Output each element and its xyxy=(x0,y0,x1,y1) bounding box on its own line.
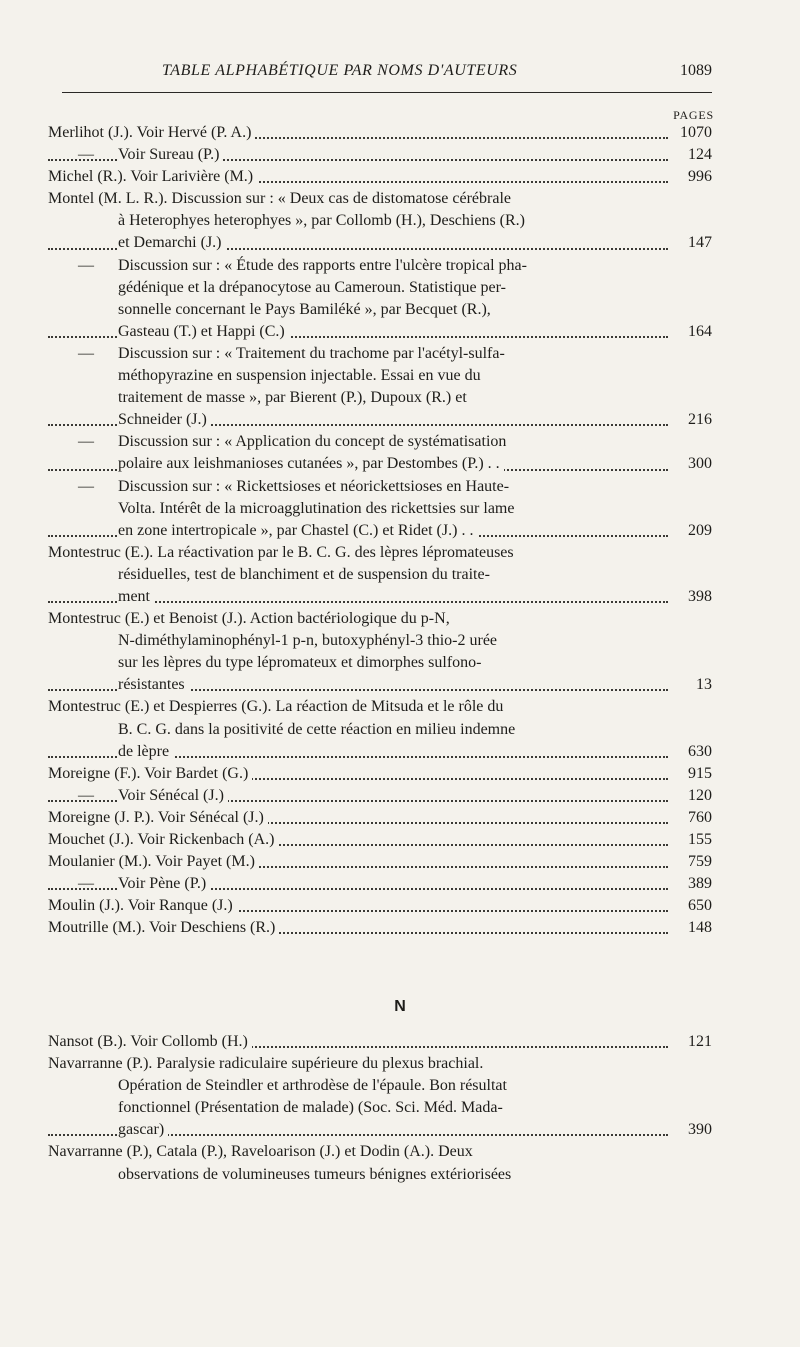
entry-line xyxy=(48,829,712,851)
entry-line xyxy=(48,453,712,475)
index-entry xyxy=(48,1031,712,1053)
ditto-dash: — xyxy=(78,433,94,451)
entry-text: Schneider (J.) xyxy=(118,409,211,431)
index-entry xyxy=(48,431,712,475)
ditto-dash: — xyxy=(78,875,94,893)
page-reference: 389 xyxy=(688,875,712,893)
entry-line xyxy=(48,299,712,321)
entry-text: traitement de masse », par Bierent (P.), Dupoux (R.) et xyxy=(118,387,471,409)
entry-line xyxy=(48,255,712,277)
page-reference: 759 xyxy=(688,853,712,871)
entry-text: Voir Sureau (P.) xyxy=(118,144,223,166)
page-reference: 630 xyxy=(688,742,712,760)
entry-text: N-diméthylaminophényl-1 p-n, butoxyphényl-3 thio-2 urée xyxy=(118,630,501,652)
entry-line xyxy=(48,741,712,763)
entry-text: résiduelles, test de blanchiment et de suspension du traite- xyxy=(118,564,494,586)
entry-line xyxy=(48,917,712,939)
index-entry xyxy=(48,1053,712,1141)
index-entry xyxy=(48,807,712,829)
index-entry xyxy=(48,255,712,343)
index-entry xyxy=(48,917,712,939)
entry-line xyxy=(48,1075,712,1097)
entry-text: sonnelle concernant le Pays Bamiléké », par Becquet (R.), xyxy=(118,299,495,321)
entry-text: gédénique et la drépanocytose au Cameroun. Statistique per- xyxy=(118,277,510,299)
entry-line xyxy=(48,542,712,564)
entry-line xyxy=(48,1164,712,1186)
entry-line xyxy=(48,277,712,299)
entry-line xyxy=(48,520,712,542)
entry-text: Mouchet (J.). Voir Rickenbach (A.) xyxy=(48,829,278,851)
page-reference: 13 xyxy=(696,676,712,694)
entry-text: Volta. Intérêt de la microagglutination des rickettsies sur lame xyxy=(118,498,518,520)
page-reference: 120 xyxy=(688,786,712,804)
page-reference: 209 xyxy=(688,521,712,539)
entry-line xyxy=(48,807,712,829)
entry-text: de lèpre xyxy=(118,741,173,763)
entry-line xyxy=(48,166,712,188)
entry-line xyxy=(48,1097,712,1119)
entry-line xyxy=(48,630,712,652)
entry-line xyxy=(48,785,712,807)
entry-text: ment xyxy=(118,586,154,608)
entry-text: Montel (M. L. R.). Discussion sur : « Deux cas de distomatose cérébrale xyxy=(48,188,515,210)
entry-line xyxy=(48,608,712,630)
page-reference: 164 xyxy=(688,322,712,340)
section-letter: N xyxy=(394,998,406,1015)
entry-line xyxy=(48,895,712,917)
entry-text: Gasteau (T.) et Happi (C.) xyxy=(118,321,289,343)
entry-text: gascar) xyxy=(118,1119,168,1141)
entry-line xyxy=(48,652,712,674)
entry-text: Moreigne (F.). Voir Bardet (G.) xyxy=(48,763,252,785)
entry-text: Opération de Steindler et arthrodèse de l'épaule. Bon résultat xyxy=(118,1075,511,1097)
index-entry xyxy=(48,829,712,851)
entry-text: Discussion sur : « Rickettsioses et néorickettsioses en Haute- xyxy=(118,476,513,498)
page-reference: 155 xyxy=(688,831,712,848)
entry-line xyxy=(48,122,712,144)
page-number: 1089 xyxy=(680,62,712,79)
page-reference: 1070 xyxy=(680,124,712,141)
page-reference: 915 xyxy=(688,764,712,782)
index-entry xyxy=(48,166,712,188)
entry-text: Discussion sur : « Application du concept de systématisation xyxy=(118,431,510,453)
ditto-dash: — xyxy=(78,344,94,362)
entry-text: Navarranne (P.), Catala (P.), Raveloarison (J.) et Dodin (A.). Deux xyxy=(48,1141,477,1163)
entry-text: polaire aux leishmanioses cutanées », par Destombes (P.) . . xyxy=(118,453,504,475)
page-reference: 996 xyxy=(688,168,712,186)
entry-text: Moutrille (M.). Voir Deschiens (R.) xyxy=(48,917,279,939)
entry-text: Montestruc (E.) et Despierres (G.). La réaction de Mitsuda et le rôle du xyxy=(48,696,507,718)
entry-line xyxy=(48,431,712,453)
page-reference: 148 xyxy=(688,919,712,937)
entry-line xyxy=(48,873,712,895)
entry-text: Nansot (B.). Voir Collomb (H.) xyxy=(48,1031,252,1053)
index-entry xyxy=(48,785,712,807)
entry-text: Navarranne (P.). Paralysie radiculaire supérieure du plexus brachial. xyxy=(48,1053,487,1075)
entry-line xyxy=(48,674,712,696)
entry-text: Discussion sur : « Étude des rapports entre l'ulcère tropical pha- xyxy=(118,255,531,277)
ditto-dash: — xyxy=(78,256,94,274)
author-index-list-m xyxy=(48,122,712,939)
entry-line xyxy=(48,210,712,232)
entry-line xyxy=(48,696,712,718)
index-entry xyxy=(48,343,712,431)
running-header xyxy=(62,62,712,86)
ditto-dash: — xyxy=(78,146,94,164)
index-entry xyxy=(48,1141,712,1185)
entry-text: Merlihot (J.). Voir Hervé (P. A.) xyxy=(48,122,255,144)
page-title: TABLE ALPHABÉTIQUE PAR NOMS D'AUTEURS xyxy=(162,62,518,79)
index-entry xyxy=(48,608,712,696)
entry-text: Montestruc (E.). La réactivation par le B. C. G. des lèpres lépromateuses xyxy=(48,542,518,564)
entry-line xyxy=(48,1141,712,1163)
entry-line xyxy=(48,498,712,520)
entry-line xyxy=(48,719,712,741)
entry-line xyxy=(48,476,712,498)
page-reference: 398 xyxy=(688,587,712,605)
entry-text: en zone intertropicale », par Chastel (C.) et Ridet (J.) . . xyxy=(118,520,477,542)
index-entry xyxy=(48,895,712,917)
page-reference: 147 xyxy=(688,234,712,252)
entry-line xyxy=(48,365,712,387)
ditto-dash: — xyxy=(78,786,94,804)
entry-text: et Demarchi (J.) xyxy=(118,232,226,254)
entry-text: à Heterophyes heterophyes », par Collomb (H.), Deschiens (R.) xyxy=(118,210,529,232)
index-entry xyxy=(48,696,712,762)
page-reference: 390 xyxy=(688,1121,712,1139)
index-entry xyxy=(48,851,712,873)
index-entry xyxy=(48,122,712,144)
entry-text: résistantes xyxy=(118,674,189,696)
entry-text: méthopyrazine en suspension injectable. Essai en vue du xyxy=(118,365,485,387)
entry-line xyxy=(48,144,712,166)
entry-line xyxy=(48,1031,712,1053)
entry-line xyxy=(48,586,712,608)
entry-text: sur les lèpres du type lépromateux et dimorphes sulfono- xyxy=(118,652,485,674)
page-reference: 121 xyxy=(688,1033,712,1050)
index-entry xyxy=(48,476,712,542)
page-reference: 650 xyxy=(688,897,712,915)
index-entry xyxy=(48,542,712,608)
entry-text: Voir Sénécal (J.) xyxy=(118,785,228,807)
entry-text: Moreigne (J. P.). Voir Sénécal (J.) xyxy=(48,807,268,829)
page-reference: 124 xyxy=(688,146,712,164)
author-index-list-n xyxy=(48,1031,712,1186)
entry-line xyxy=(48,343,712,365)
entry-text: Voir Pène (P.) xyxy=(118,873,210,895)
pages-column-label: PAGES xyxy=(673,108,714,122)
entry-line xyxy=(48,564,712,586)
page-reference: 760 xyxy=(688,808,712,826)
entry-text: Michel (R.). Voir Larivière (M.) xyxy=(48,166,257,188)
header-rule xyxy=(62,92,712,93)
index-entry xyxy=(48,188,712,254)
entry-text: Moulin (J.). Voir Ranque (J.) xyxy=(48,895,237,917)
entry-line xyxy=(48,851,712,873)
entry-text: fonctionnel (Présentation de malade) (Soc. Sci. Méd. Mada- xyxy=(118,1097,507,1119)
ditto-dash: — xyxy=(78,477,94,495)
entry-line xyxy=(48,409,712,431)
index-entry xyxy=(48,144,712,166)
index-entry xyxy=(48,763,712,785)
entry-line xyxy=(48,387,712,409)
entry-text: Montestruc (E.) et Benoist (J.). Action bactériologique du p-N, xyxy=(48,608,454,630)
entry-line xyxy=(48,232,712,254)
entry-line xyxy=(48,1053,712,1075)
page-reference: 300 xyxy=(688,455,712,473)
entry-text: Discussion sur : « Traitement du trachome par l'acétyl-sulfa- xyxy=(118,343,509,365)
index-entry xyxy=(48,873,712,895)
entry-text: Moulanier (M.). Voir Payet (M.) xyxy=(48,851,259,873)
entry-line xyxy=(48,321,712,343)
entry-text: observations de volumineuses tumeurs bénignes extériorisées xyxy=(118,1164,515,1186)
entry-line xyxy=(48,1119,712,1141)
entry-line xyxy=(48,188,712,210)
entry-line xyxy=(48,763,712,785)
page-reference: 216 xyxy=(688,411,712,429)
entry-text: B. C. G. dans la positivité de cette réaction en milieu indemne xyxy=(118,719,519,741)
